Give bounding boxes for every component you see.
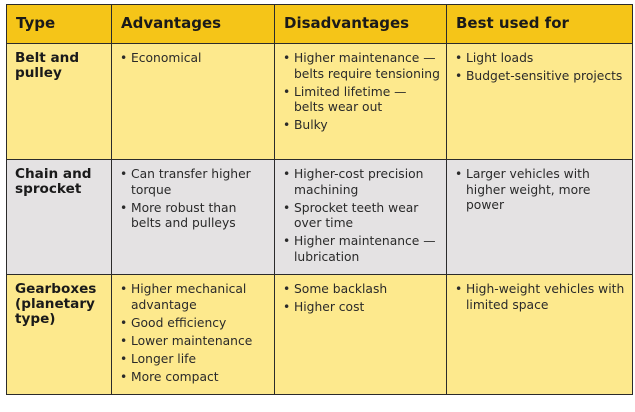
best-used-for-list [455,51,626,85]
list-item: • More robust than belts and pulleys [120,201,268,232]
best-used-for-list [455,282,626,313]
drive-comparison-table [6,4,633,395]
best-used-for-cell [447,275,633,395]
advantages-list [120,167,268,232]
list-item: • Higher-cost precision machining [283,167,440,198]
advantages-cell [112,44,275,160]
header-row [7,5,633,44]
best-used-for-cell [447,160,633,275]
list-item: • Some backlash [283,282,440,298]
type-name: Gearboxes (planetary type) [15,281,97,327]
disadvantages-list [283,282,440,316]
list-item: • Bulky [283,118,440,134]
comparison-table-container [6,4,632,407]
disadvantages-list [283,167,440,265]
type-name: Belt and pulley [15,50,80,81]
header-advantages: Advantages [112,5,275,44]
list-item: • Budget-sensitive projects [455,69,626,85]
disadvantages-cell [275,275,447,395]
list-item: • High-weight vehicles with limited space [455,282,626,313]
header-best-used-for: Best used for [447,5,633,44]
header-type: Type [7,5,112,44]
list-item: • Lower maintenance [120,334,268,350]
best-used-for-list [455,167,626,214]
list-item: • Higher maintenance — lubrication [283,234,440,265]
disadvantages-cell [275,160,447,275]
list-item: • Sprocket teeth wear over time [283,201,440,232]
best-used-for-cell [447,44,633,160]
list-item: • Longer life [120,352,268,368]
list-item: • Can transfer higher torque [120,167,268,198]
type-cell [7,44,112,160]
table-row-gearboxes [7,275,633,395]
type-cell [7,275,112,395]
advantages-cell [112,160,275,275]
advantages-list [120,51,268,67]
list-item: • Light loads [455,51,626,67]
list-item: • Economical [120,51,268,67]
list-item: • Higher mechanical advantage [120,282,268,313]
list-item: • Good efficiency [120,316,268,332]
type-name: Chain and sprocket [15,166,92,197]
table-row-belt-and-pulley [7,44,633,160]
header-disadvantages: Disadvantages [275,5,447,44]
advantages-list [120,282,268,385]
advantages-cell [112,275,275,395]
list-item: • More compact [120,370,268,386]
list-item: • Higher cost [283,300,440,316]
table-row-chain-and-sprocket [7,160,633,275]
disadvantages-cell [275,44,447,160]
list-item: • Higher maintenance — belts require tensioning [283,51,440,82]
list-item: • Limited lifetime — belts wear out [283,85,440,116]
list-item: • Larger vehicles with higher weight, more power [455,167,626,214]
type-cell [7,160,112,275]
disadvantages-list [283,51,440,134]
